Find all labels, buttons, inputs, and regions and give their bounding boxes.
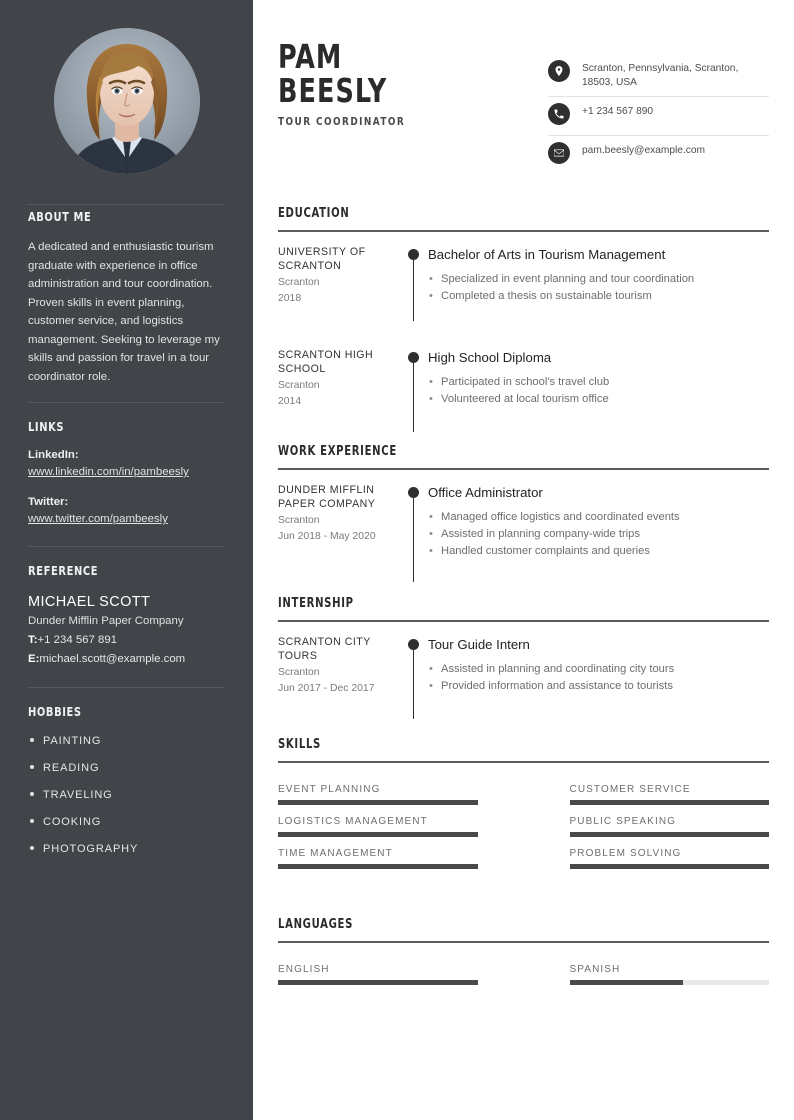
entry-bullets (428, 271, 769, 305)
entry-meta (278, 246, 400, 307)
skill-item (524, 784, 770, 805)
skill-track (570, 864, 770, 869)
hobby-item (28, 728, 225, 755)
timeline-line (413, 490, 414, 582)
last-name: BEESLY (278, 71, 388, 110)
education-section (278, 206, 769, 410)
envelope-icon (548, 142, 570, 164)
language-fill (570, 980, 684, 985)
hobby-item (28, 755, 225, 782)
work-experience-title: WORK EXPERIENCE (278, 444, 397, 459)
work-experience-section (278, 444, 769, 560)
entry-dates: 2018 (278, 293, 302, 304)
bullet-dot-icon (30, 792, 34, 796)
internship-entry (278, 636, 769, 697)
bullet-dot-icon (30, 765, 34, 769)
hobby-item (28, 782, 225, 809)
internship-section (278, 596, 769, 697)
skill-fill (278, 832, 478, 837)
bullet-item: • Specialized in event planning and tour coordination (428, 271, 769, 288)
links-title: LINKS (28, 419, 65, 434)
entry-body (428, 246, 769, 307)
timeline-line (413, 252, 414, 321)
internship-title: INTERNSHIP (278, 596, 354, 611)
skill-item (524, 816, 770, 837)
entry-bullets (428, 374, 769, 408)
timeline-dot-icon (408, 249, 419, 260)
entry-meta (278, 636, 400, 697)
linkedin-label: LinkedIn: (28, 449, 79, 461)
language-label: ENGLISH (278, 964, 330, 975)
section-rule (278, 761, 769, 763)
timeline-dot-icon (408, 352, 419, 363)
entry-title: Tour Guide Intern (428, 637, 530, 652)
hobby-label: PAINTING (43, 735, 102, 747)
skill-fill (278, 800, 478, 805)
skill-item (524, 848, 770, 869)
skill-label: CUSTOMER SERVICE (569, 784, 691, 795)
timeline-marker (400, 484, 428, 560)
entry-title: Office Administrator (428, 485, 543, 500)
hobby-label: READING (43, 762, 100, 774)
about-section (28, 205, 225, 386)
contact-address: Scranton, Pennsylvania, Scranton, 18503, USA (582, 63, 739, 88)
skill-item (278, 848, 524, 869)
sidebar (0, 0, 253, 1120)
entry-bullets (428, 661, 769, 695)
timeline-line (413, 642, 414, 719)
entry-location: Scranton (278, 667, 320, 678)
hobby-item (28, 809, 225, 836)
bullet-item: • Completed a thesis on sustainable tourism (428, 288, 769, 305)
contact-row-email (548, 142, 769, 174)
skill-fill (570, 864, 770, 869)
entry-body (428, 349, 769, 410)
skill-fill (570, 800, 770, 805)
education-title: EDUCATION (278, 206, 350, 221)
bullet-dot-icon (30, 819, 34, 823)
hobby-label: TRAVELING (43, 789, 113, 801)
timeline-marker (400, 349, 428, 410)
reference-section (28, 547, 225, 669)
reference-title: REFERENCE (28, 563, 99, 578)
skill-label: PUBLIC SPEAKING (569, 816, 677, 827)
language-item (524, 964, 770, 985)
entry-dates: 2014 (278, 396, 302, 407)
reference-name: MICHAEL SCOTT (28, 594, 151, 610)
skill-item (278, 816, 524, 837)
skill-item (278, 784, 524, 805)
entry-title: Bachelor of Arts in Tourism Management (428, 247, 666, 262)
hobbies-section (28, 688, 225, 863)
skill-track (278, 800, 478, 805)
portrait-photo-icon (54, 28, 200, 174)
skill-track (570, 832, 770, 837)
skill-fill (278, 864, 478, 869)
link-item-twitter[interactable] (28, 494, 225, 528)
entry-location: Scranton (278, 515, 320, 526)
entry-body (428, 484, 769, 560)
reference-email-label: E: (28, 653, 40, 665)
languages-grid (278, 953, 769, 985)
section-rule (278, 230, 769, 232)
timeline-marker (400, 636, 428, 697)
languages-title: LANGUAGES (278, 917, 354, 932)
phone-icon (548, 103, 570, 125)
links-section (28, 403, 225, 528)
skill-track (278, 832, 478, 837)
timeline-dot-icon (408, 487, 419, 498)
entry-body (428, 636, 769, 697)
timeline-line (413, 355, 414, 432)
skill-label: TIME MANAGEMENT (278, 848, 393, 859)
entry-meta (278, 484, 400, 560)
bullet-item: • Participated in school's travel club (428, 374, 769, 391)
entry-dates: Jun 2017 - Dec 2017 (278, 683, 375, 694)
entry-location: Scranton (278, 380, 320, 391)
skills-section (278, 737, 769, 869)
skill-track (570, 800, 770, 805)
contact-list (548, 40, 769, 180)
bullet-item: • Assisted in planning and coordinating city tours (428, 661, 769, 678)
resume-header (278, 0, 769, 180)
skill-label: EVENT PLANNING (278, 784, 381, 795)
section-rule (278, 941, 769, 943)
entry-title: High School Diploma (428, 350, 552, 365)
skill-track (278, 864, 478, 869)
bullet-dot-icon (30, 846, 34, 850)
language-track (278, 980, 478, 985)
first-name: PAM (278, 37, 343, 76)
bullet-item: • Handled customer complaints and queries (428, 543, 769, 560)
bullet-item: • Volunteered at local tourism office (428, 391, 769, 408)
skill-label: PROBLEM SOLVING (569, 848, 682, 859)
link-item-linkedin[interactable] (28, 447, 225, 481)
skill-fill (570, 832, 770, 837)
education-entry (278, 349, 769, 410)
section-rule (278, 468, 769, 470)
about-text: A dedicated and enthusiastic tourism graduate with experience in office administration and tour coordination. Proven skills in event planning, customer service, and logistics management. Seeking to leverage my skills and passion for travel in a tour coordinator role. (28, 241, 220, 383)
work-entry (278, 484, 769, 560)
education-entry (278, 246, 769, 307)
avatar-wrapper (28, 0, 225, 174)
timeline-marker (400, 246, 428, 307)
skills-grid (278, 773, 769, 869)
avatar (54, 28, 200, 174)
hobby-label: PHOTOGRAPHY (43, 843, 139, 855)
hobbies-title: HOBBIES (28, 704, 82, 719)
bullet-item: • Assisted in planning company-wide trips (428, 526, 769, 543)
contact-phone: +1 234 567 890 (582, 106, 654, 117)
reference-phone-label: T: (28, 634, 38, 646)
contact-row-phone (548, 103, 769, 136)
entry-org: SCRANTON CITY TOURS (278, 636, 371, 662)
entry-location: Scranton (278, 277, 320, 288)
entry-bullets (428, 509, 769, 560)
reference-phone: +1 234 567 891 (37, 634, 117, 646)
linkedin-url[interactable]: www.linkedin.com/in/pambeesly (28, 466, 189, 478)
reference-email: michael.scott@example.com (39, 653, 186, 665)
reference-phone-row (28, 631, 225, 650)
bullet-dot-icon (30, 738, 34, 742)
job-role: TOUR COORDINATOR (278, 115, 406, 128)
twitter-url[interactable]: www.twitter.com/pambeesly (28, 513, 168, 525)
hobby-label: COOKING (43, 816, 102, 828)
language-label: SPANISH (569, 964, 621, 975)
timeline-dot-icon (408, 639, 419, 650)
reference-email-row (28, 650, 225, 669)
bullet-item: • Managed office logistics and coordinated events (428, 509, 769, 526)
entry-org: UNIVERSITY OF SCRANTON (278, 246, 366, 272)
language-fill (278, 980, 478, 985)
contact-row-address (548, 60, 769, 97)
skill-label: LOGISTICS MANAGEMENT (278, 816, 428, 827)
languages-section (278, 917, 769, 985)
entry-org: SCRANTON HIGH SCHOOL (278, 349, 374, 375)
twitter-label: Twitter: (28, 496, 69, 508)
name-block (278, 37, 548, 128)
location-pin-icon (548, 60, 570, 82)
main-content (253, 0, 794, 1120)
about-title: ABOUT ME (28, 209, 92, 224)
entry-org: DUNDER MIFFLIN PAPER COMPANY (278, 484, 376, 510)
skills-title: SKILLS (278, 737, 321, 752)
contact-email: pam.beesly@example.com (582, 145, 706, 156)
section-rule (278, 620, 769, 622)
language-item (278, 964, 524, 985)
hobby-item (28, 836, 225, 863)
reference-company: Dunder Mifflin Paper Company (28, 615, 184, 627)
bullet-item: • Provided information and assistance to tourists (428, 678, 769, 695)
language-track (570, 980, 770, 985)
entry-meta (278, 349, 400, 410)
entry-dates: Jun 2018 - May 2020 (278, 531, 376, 542)
